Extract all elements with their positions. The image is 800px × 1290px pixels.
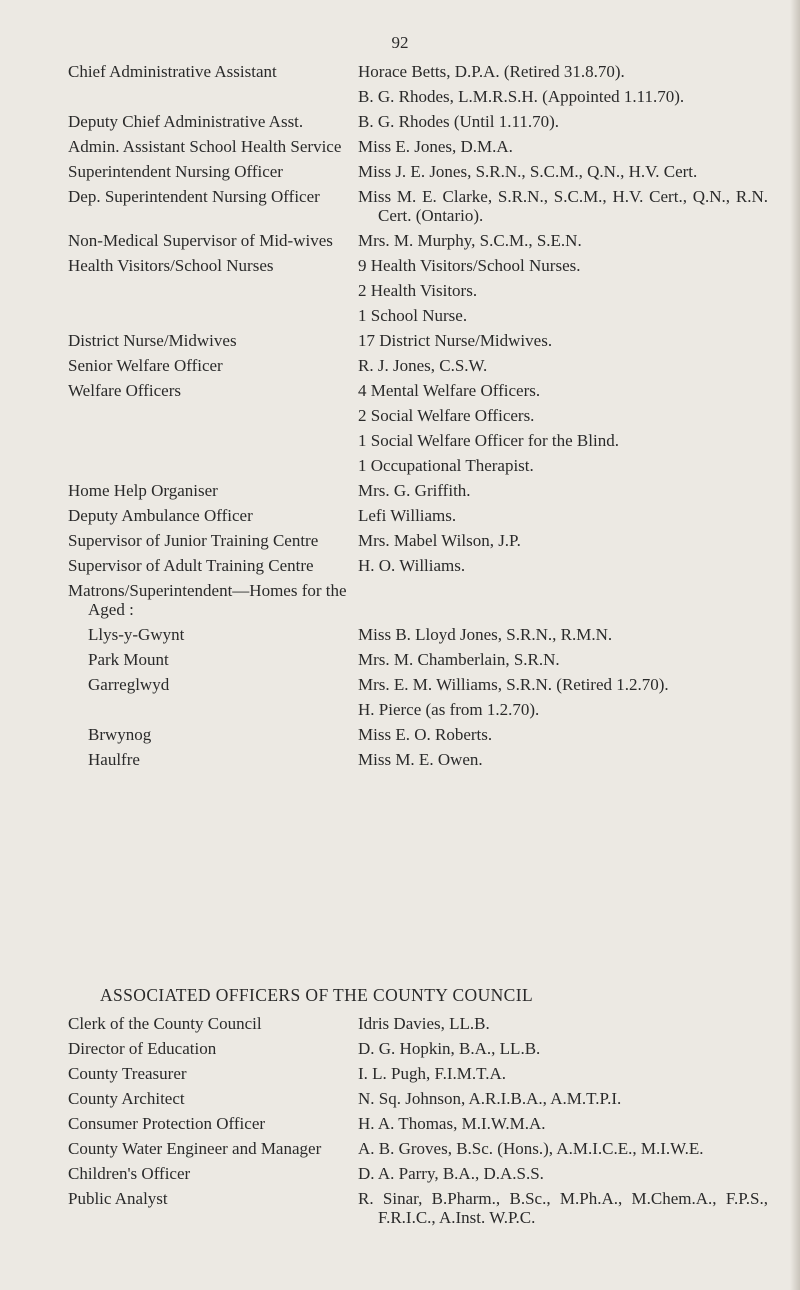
entry-holders [358,1039,768,1058]
entry-holders [358,62,768,106]
entry-row [68,62,768,106]
entry-holder: Miss M. E. Clarke, S.R.N., S.C.M., H.V. Cert., Q.N., R.N. Cert. (Ontario). [358,187,768,225]
entry-holders [358,331,768,350]
entry-row [68,1189,768,1227]
entry-holder: Mrs. G. Griffith. [358,481,471,500]
entry-row [68,625,768,644]
entry-holders [358,231,768,250]
entry-holder: H. A. Thomas, M.I.W.M.A. [358,1114,546,1133]
entry-holder: 4 Mental Welfare Officers. [358,381,541,400]
entry-row [68,556,768,575]
entry-holder: H. O. Williams. [358,556,466,575]
entry-holder: Horace Betts, D.P.A. (Retired 31.8.70). [358,62,625,81]
entry-holders [358,481,768,500]
entry-holders [358,1114,768,1133]
entry-role: Supervisor of Adult Training Centre [68,556,314,575]
entry-role: Home Help Organiser [68,481,218,500]
page-edge [790,0,800,1290]
entry-holders [358,1189,768,1227]
entry-holder: 2 Social Welfare Officers. [358,406,535,425]
entry-holders [358,356,768,375]
entry-holder: 17 District Nurse/Midwives. [358,331,553,350]
entry-holder: Idris Davies, LL.B. [358,1014,490,1033]
entry-row [68,1089,768,1108]
entry-role: District Nurse/Midwives [68,331,237,350]
entry-row [68,231,768,250]
entry-role: Deputy Ambulance Officer [68,506,253,525]
entry-holder: D. G. Hopkin, B.A., LL.B. [358,1039,541,1058]
entry-row [68,1114,768,1133]
entry-holders [358,750,768,769]
entry-role: Park Mount [88,650,169,669]
entry-role: Superintendent Nursing Officer [68,162,283,181]
entry-holders [358,725,768,744]
entry-role: Deputy Chief Administrative Asst. [68,112,304,131]
entry-holder: I. L. Pugh, F.I.M.T.A. [358,1064,507,1083]
entry-row [68,1039,768,1058]
entry-row [68,381,768,475]
entry-row [68,356,768,375]
entry-role: Children's Officer [68,1164,191,1183]
entry-row [68,725,768,744]
entry-role: County Treasurer [68,1064,187,1083]
page-number: 92 [391,33,409,52]
associated-officers-heading: ASSOCIATED OFFICERS OF THE COUNTY COUNCIL [100,985,534,1005]
entry-holder: B. G. Rhodes, L.M.R.S.H. (Appointed 1.11.70). [358,87,685,106]
entry-holder: Mrs. M. Murphy, S.C.M., S.E.N. [358,231,582,250]
entry-holder: A. B. Groves, B.Sc. (Hons.), A.M.I.C.E., M.I.W.E. [358,1139,704,1158]
entry-holder: D. A. Parry, B.A., D.A.S.S. [358,1164,544,1183]
entry-holders [358,162,768,181]
entry-row [68,1064,768,1083]
entry-row [68,256,768,325]
entry-holders [358,137,768,156]
entry-row [68,162,768,181]
entry-role: Llys-y-Gwynt [88,625,185,644]
entry-row [68,1139,768,1158]
associated-officers-list [68,1014,768,1233]
entry-holder: Mrs. M. Chamberlain, S.R.N. [358,650,560,669]
entry-holders [358,112,768,131]
entry-row [68,531,768,550]
entry-holders [358,556,768,575]
entry-holders [358,1164,768,1183]
entry-role: Garreglwyd [88,675,170,694]
entry-role: County Water Engineer and Manager [68,1139,322,1158]
entry-holder: Miss B. Lloyd Jones, S.R.N., R.M.N. [358,625,613,644]
entry-holders [358,1139,768,1158]
entry-row [68,331,768,350]
entry-holder: R. Sinar, B.Pharm., B.Sc., M.Ph.A., M.Chem.A., F.P.S., F.R.I.C., A.Inst. W.P.C. [358,1189,768,1227]
entry-holders [358,675,768,719]
entry-holders [358,1089,768,1108]
entry-holders [358,531,768,550]
entry-row [68,750,768,769]
entry-role: Haulfre [88,750,140,769]
entry-holder: Miss M. E. Owen. [358,750,483,769]
entry-role: Welfare Officers [68,381,181,400]
entry-holders [358,625,768,644]
entry-holders [358,650,768,669]
entry-holders [358,506,768,525]
staff-list [68,62,768,775]
entry-role: Non-Medical Supervisor of Mid-wives [68,231,333,250]
entry-row [68,137,768,156]
entry-row [68,581,768,619]
entry-holder: Mrs. E. M. Williams, S.R.N. (Retired 1.2.70). [358,675,669,694]
entry-role: Health Visitors/School Nurses [68,256,274,275]
entry-holder: 9 Health Visitors/School Nurses. [358,256,581,275]
entry-row [68,187,768,225]
entry-row [68,1014,768,1033]
entry-holder: Miss E. Jones, D.M.A. [358,137,513,156]
entry-holder: B. G. Rhodes (Until 1.11.70). [358,112,560,131]
entry-role: Senior Welfare Officer [68,356,223,375]
entry-holder: Miss E. O. Roberts. [358,725,493,744]
entry-row [68,650,768,669]
entry-holders [358,1064,768,1083]
entry-row [68,481,768,500]
entry-holder: H. Pierce (as from 1.2.70). [358,700,540,719]
entry-holder: R. J. Jones, C.S.W. [358,356,488,375]
entry-row [68,112,768,131]
entry-role: Matrons/Superintendent—Homes for the Aged : [68,581,347,619]
entry-role: Chief Administrative Assistant [68,62,277,81]
entry-holder: 1 Occupational Therapist. [358,456,534,475]
entry-holders [358,1014,768,1033]
entry-role: Director of Education [68,1039,217,1058]
entry-holder: N. Sq. Johnson, A.R.I.B.A., A.M.T.P.I. [358,1089,622,1108]
entry-holders [358,187,768,225]
entry-holder: 1 Social Welfare Officer for the Blind. [358,431,619,450]
entry-row [68,506,768,525]
entry-holder: Lefi Williams. [358,506,457,525]
entry-role: Dep. Superintendent Nursing Officer [68,187,320,206]
entry-holder: Mrs. Mabel Wilson, J.P. [358,531,521,550]
entry-role: County Architect [68,1089,185,1108]
entry-holder: Miss J. E. Jones, S.R.N., S.C.M., Q.N., H.V. Cert. [358,162,698,181]
entry-holder: 1 School Nurse. [358,306,468,325]
entry-holder: 2 Health Visitors. [358,281,478,300]
entry-holders [358,381,768,475]
entry-holders [358,256,768,325]
entry-row [68,1164,768,1183]
entry-role: Consumer Protection Officer [68,1114,266,1133]
entry-role: Supervisor of Junior Training Centre [68,531,319,550]
entry-role: Brwynog [88,725,152,744]
entry-role: Admin. Assistant School Health Service [68,137,342,156]
entry-role: Public Analyst [68,1189,168,1208]
entry-role: Clerk of the County Council [68,1014,262,1033]
entry-row [68,675,768,719]
